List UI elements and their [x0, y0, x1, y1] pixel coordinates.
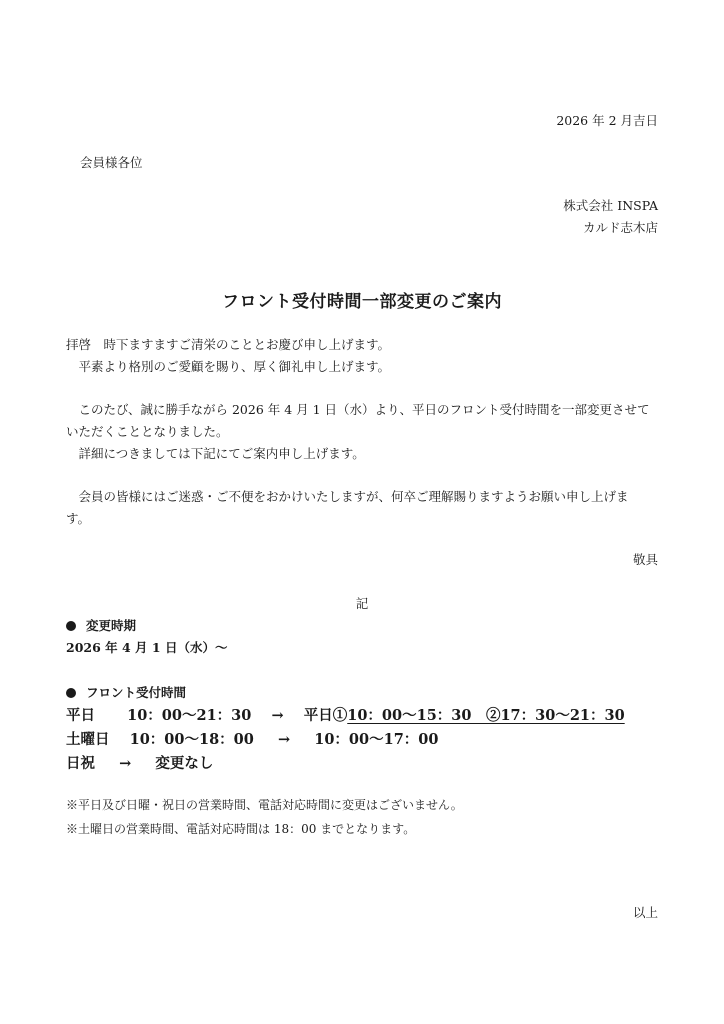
arrow-icon: → — [277, 731, 291, 748]
ki-marker: 記 — [355, 596, 369, 611]
arrow-icon: → — [119, 755, 132, 772]
holiday-label: 日祝 — [66, 755, 95, 772]
note-1: ※平日及び日曜・祝日の営業時間、電話対応時間に変更はございません。 — [66, 798, 463, 812]
document-title: フロント受付時間一部変更のご案内 — [222, 292, 502, 312]
saturday-row — [66, 728, 438, 749]
section2-heading: フロント受付時間 — [66, 683, 186, 701]
sender-company: 株式会社 INSPA — [563, 198, 658, 213]
weekday-label: 平日 — [66, 707, 95, 724]
sender-store: カルド志木店 — [582, 220, 658, 235]
holiday-new-value: 変更なし — [155, 755, 214, 772]
bullet-icon — [66, 688, 76, 698]
paragraph3-line-1: 会員の皆様にはご迷惑・ご不便をおかけいたしますが、何卒ご理解賜りますようお願い申し上げま — [66, 489, 629, 504]
document-date: 2026 年 2 月吉日 — [556, 113, 658, 128]
weekday-new-hours: 10：00～15：30 ②17：30～21：30 — [347, 707, 625, 724]
ending-ijou: 以上 — [632, 905, 658, 920]
saturday-new-hours: 10：00～17：00 — [314, 731, 439, 748]
greeting-line-2: 平素より格別のご愛顧を賜り、厚く御礼申し上げます。 — [66, 359, 391, 374]
arrow-icon: → — [271, 707, 284, 724]
paragraph3-line-2: す。 — [66, 511, 91, 526]
holiday-row — [66, 752, 213, 773]
section1-heading: 変更時期 — [66, 616, 136, 634]
weekday-new-label: 平日① — [303, 707, 348, 724]
weekday-row — [66, 704, 625, 725]
greeting-line-1: 拝啓 時下ますますご清栄のこととお慶び申し上げます。 — [66, 337, 391, 352]
closing-keigu: 敬具 — [632, 552, 658, 567]
saturday-old-hours: 10：00～18：00 — [129, 731, 254, 748]
saturday-label: 土曜日 — [66, 731, 110, 748]
weekday-old-hours: 10：00～21：30 — [127, 707, 252, 724]
bullet-icon — [66, 621, 76, 631]
note-2: ※土曜日の営業時間、電話対応時間は 18：00 までとなります。 — [66, 822, 416, 836]
paragraph2-line-3: 詳細につきましては下記にてご案内申し上げます。 — [66, 446, 365, 461]
addressee: 会員様各位 — [80, 155, 143, 170]
paragraph2-line-2: いただくこととなりました。 — [66, 424, 229, 439]
paragraph2-line-1: このたび、誠に勝手ながら 2026 年 4 月 1 日（水）より、平日のフロント受付時間を一部変更させて — [66, 402, 650, 417]
section1-value: 2026 年 4 月 1 日（水）～ — [66, 640, 228, 655]
